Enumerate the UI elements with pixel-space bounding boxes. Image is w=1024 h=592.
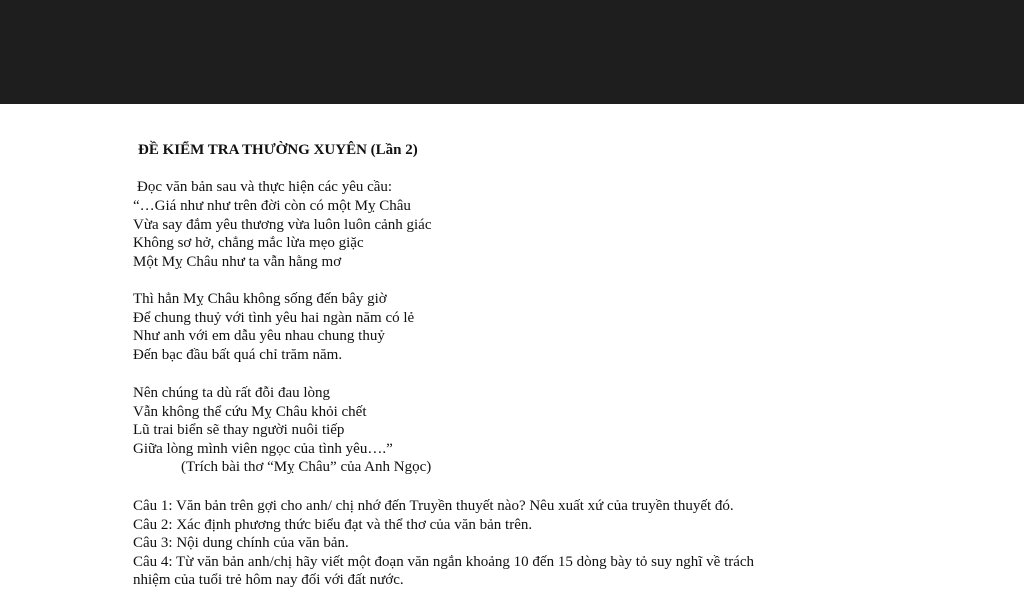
document-page bbox=[0, 104, 1024, 592]
poem-stanza-2 bbox=[133, 290, 414, 364]
poem-line: Vừa say đắm yêu thương vừa luôn luôn cảnh giác bbox=[133, 216, 432, 233]
question-list bbox=[133, 497, 873, 590]
instruction-text: Đọc văn bản sau và thực hiện các yêu cầu: bbox=[137, 179, 393, 195]
poem-line: Giữa lòng mình viên ngọc của tình yêu….” bbox=[133, 440, 393, 457]
question-4: Câu 4: Từ văn bản anh/chị hãy viết một đoạn văn ngắn khoảng 10 đến 15 dòng bày tỏ suy nghĩ về trách bbox=[133, 553, 755, 570]
poem-line: Vẫn không thể cứu Mỵ Châu khỏi chết bbox=[133, 403, 367, 420]
poem-citation: (Trích bài thơ “Mỵ Châu” của Anh Ngọc) bbox=[181, 459, 432, 475]
poem-line: Không sơ hở, chẳng mắc lừa mẹo giặc bbox=[133, 235, 364, 251]
dark-header-band bbox=[0, 0, 1024, 104]
question-3: Câu 3: Nội dung chính của văn bản. bbox=[133, 535, 349, 551]
poem-stanza-3 bbox=[133, 384, 393, 458]
poem-stanza-1 bbox=[133, 197, 432, 271]
document-title: ĐỀ KIỂM TRA THƯỜNG XUYÊN (Lần 2) bbox=[138, 142, 418, 158]
question-4-continued: nhiệm của tuổi trẻ hôm nay đối với đất nước. bbox=[133, 572, 404, 588]
poem-line: Đến bạc đầu bất quá chỉ trăm năm. bbox=[133, 346, 343, 363]
poem-line: Như anh với em dẫu yêu nhau chung thuỷ bbox=[133, 328, 385, 344]
poem-line: Để chung thuỷ với tình yêu hai ngàn năm có lẻ bbox=[133, 309, 415, 326]
poem-line: Lũ trai biển sẽ thay người nuôi tiếp bbox=[133, 422, 345, 438]
question-2: Câu 2: Xác định phương thức biểu đạt và thể thơ của văn bản trên. bbox=[133, 516, 533, 533]
poem-line: “…Giá như như trên đời còn có một Mỵ Châu bbox=[133, 198, 411, 214]
question-1: Câu 1: Văn bản trên gợi cho anh/ chị nhớ đến Truyền thuyết nào? Nêu xuất xứ của truyền thuyết đó. bbox=[133, 498, 734, 514]
poem-line: Thì hẳn Mỵ Châu không sống đến bây giờ bbox=[133, 291, 387, 307]
poem-line: Một Mỵ Châu như ta vẫn hằng mơ bbox=[133, 253, 342, 270]
poem-line: Nên chúng ta dù rất đỗi đau lòng bbox=[133, 385, 331, 401]
